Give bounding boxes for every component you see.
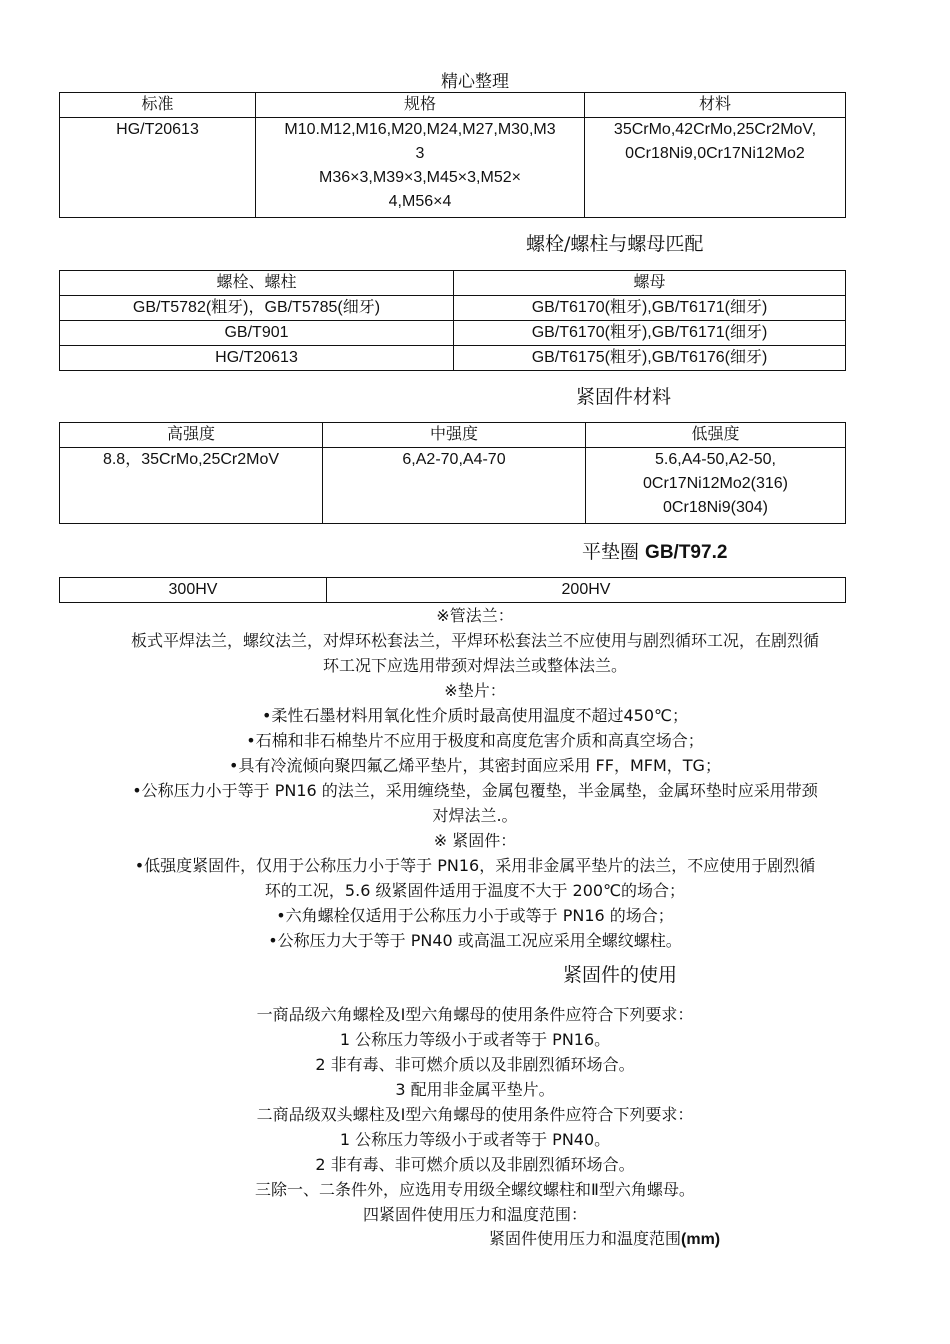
standard-spec-table bbox=[59, 92, 846, 218]
washer-hardness-table bbox=[59, 577, 846, 603]
table-row bbox=[60, 448, 846, 524]
header-bolt: 螺栓、螺柱 bbox=[60, 271, 454, 296]
bolt-cell: GB/T5782(粗牙)，GB/T5785(细牙) bbox=[60, 296, 454, 321]
table-row bbox=[60, 321, 846, 346]
notes-block bbox=[60, 603, 890, 953]
pipe-flange-heading: ※管法兰： bbox=[436, 606, 514, 625]
gasket-item: 对焊法兰.。 bbox=[432, 806, 518, 825]
gasket-item: •公称压力小于等于 PN16 的法兰，采用缠绕垫，金属包覆垫，半金属垫，金属环垫时应采用带颈 bbox=[132, 781, 818, 800]
material-line: 0Cr18Ni9,0Cr17Ni12Mo2 bbox=[625, 145, 805, 162]
header-low: 低强度 bbox=[586, 423, 846, 448]
fastener-heading: ※ 紧固件： bbox=[433, 831, 517, 850]
header-medium: 中强度 bbox=[323, 423, 586, 448]
usage-item: 一商品级六角螺栓及Ⅰ型六角螺母的使用条件应符合下列要求： bbox=[256, 1005, 694, 1024]
nut-cell: GB/T6175(粗牙),GB/T6176(细牙) bbox=[454, 346, 846, 371]
gasket-heading: ※垫片： bbox=[444, 681, 506, 700]
table-row bbox=[60, 346, 846, 371]
spec-line: 4,M56×4 bbox=[388, 193, 452, 210]
page-header-title: 精心整理 bbox=[441, 72, 509, 92]
spec-cell bbox=[256, 118, 585, 218]
usage-subitem: 3 配用非金属平垫片。 bbox=[395, 1080, 555, 1099]
section-title-usage: 紧固件的使用 bbox=[563, 964, 678, 986]
header-high: 高强度 bbox=[60, 423, 323, 448]
pipe-flange-line: 环工况下应选用带颈对焊法兰或整体法兰。 bbox=[322, 656, 627, 675]
pipe-flange-line: 板式平焊法兰，螺纹法兰，对焊环松套法兰，平焊环松套法兰不应使用与剧烈循环工况，在剧烈循 bbox=[130, 631, 819, 650]
usage-item: 四紧固件使用压力和温度范围： bbox=[362, 1205, 587, 1224]
usage-caption-unit: (mm) bbox=[681, 1231, 721, 1248]
usage-caption-text: 紧固件使用压力和温度范围 bbox=[489, 1229, 682, 1248]
nut-cell: GB/T6170(粗牙),GB/T6171(细牙) bbox=[454, 321, 846, 346]
low-line: 5.6,A4-50,A2-50, bbox=[655, 451, 776, 468]
usage-item: 二商品级双头螺柱及Ⅰ型六角螺母的使用条件应符合下列要求： bbox=[256, 1105, 694, 1124]
washer-title-code: GB/T97.2 bbox=[645, 542, 728, 563]
bolt-cell: HG/T20613 bbox=[60, 346, 454, 371]
usage-block bbox=[60, 1002, 890, 1227]
table-row bbox=[60, 118, 846, 218]
fastener-item: 环的工况，5.6 级紧固件适用于温度不大于 200℃的场合； bbox=[264, 881, 686, 900]
low-line: 0Cr17Ni12Mo2(316) bbox=[643, 475, 788, 492]
bolt-nut-match-table bbox=[59, 270, 846, 371]
fastener-material-table bbox=[59, 422, 846, 524]
hardness-left-cell: 300HV bbox=[60, 578, 327, 603]
gasket-item: •柔性石墨材料用氧化性介质时最高使用温度不超过450℃； bbox=[262, 706, 688, 725]
header-nut: 螺母 bbox=[454, 271, 846, 296]
hardness-right-cell: 200HV bbox=[327, 578, 846, 603]
usage-subitem: 1 公称压力等级小于或者等于 PN16。 bbox=[339, 1030, 611, 1049]
usage-subitem: 2 非有毒、非可燃介质以及非剧烈循环场合。 bbox=[315, 1055, 635, 1074]
usage-subitem: 1 公称压力等级小于或者等于 PN40。 bbox=[339, 1130, 611, 1149]
spec-line: M10.M12,M16,M20,M24,M27,M30,M3 bbox=[284, 121, 556, 138]
gasket-item: •石棉和非石棉垫片不应用于极度和高度危害介质和高真空场合； bbox=[246, 731, 704, 750]
bolt-cell: GB/T901 bbox=[60, 321, 454, 346]
table-header-row bbox=[60, 93, 846, 118]
spec-line: 3 bbox=[415, 145, 425, 162]
spec-line: M36×3,M39×3,M45×3,M52× bbox=[319, 169, 521, 186]
table-header-row bbox=[60, 423, 846, 448]
section-title-washer bbox=[582, 537, 727, 564]
low-cell bbox=[586, 448, 846, 524]
header-spec: 规格 bbox=[256, 93, 585, 118]
table-header-row bbox=[60, 271, 846, 296]
usage-caption bbox=[489, 1226, 720, 1249]
material-cell bbox=[585, 118, 846, 218]
fastener-item: •公称压力大于等于 PN40 或高温工况应采用全螺纹螺柱。 bbox=[268, 931, 682, 950]
standard-cell bbox=[60, 118, 256, 218]
usage-subitem: 2 非有毒、非可燃介质以及非剧烈循环场合。 bbox=[315, 1155, 635, 1174]
section-title-bolt-nut: 螺栓/螺柱与螺母匹配 bbox=[526, 233, 704, 255]
table-row bbox=[60, 578, 846, 603]
table-row bbox=[60, 296, 846, 321]
gasket-item: •具有冷流倾向聚四氟乙烯平垫片，其密封面应采用 FF，MFM，TG； bbox=[229, 756, 721, 775]
standard-value: HG/T20613 bbox=[116, 121, 199, 138]
medium-cell: 6,A2-70,A4-70 bbox=[323, 448, 586, 524]
material-line: 35CrMo,42CrMo,25Cr2MoV, bbox=[613, 121, 817, 138]
low-line: 0Cr18Ni9(304) bbox=[663, 499, 768, 516]
fastener-item: •低强度紧固件，仅用于公称压力小于等于 PN16，采用非金属平垫片的法兰，不应使用于剧烈循 bbox=[134, 856, 816, 875]
nut-cell: GB/T6170(粗牙),GB/T6171(细牙) bbox=[454, 296, 846, 321]
section-title-fastener-material: 紧固件材料 bbox=[576, 386, 672, 408]
usage-item: 三除一、二条件外，应选用专用级全螺纹螺柱和Ⅱ型六角螺母。 bbox=[255, 1180, 695, 1199]
header-material: 材料 bbox=[585, 93, 846, 118]
washer-title-text: 平垫圈 bbox=[582, 541, 646, 563]
high-cell: 8.8，35CrMo,25Cr2MoV bbox=[60, 448, 323, 524]
fastener-item: •六角螺栓仅适用于公称压力小于或等于 PN16 的场合； bbox=[276, 906, 674, 925]
header-standard: 标准 bbox=[60, 93, 256, 118]
